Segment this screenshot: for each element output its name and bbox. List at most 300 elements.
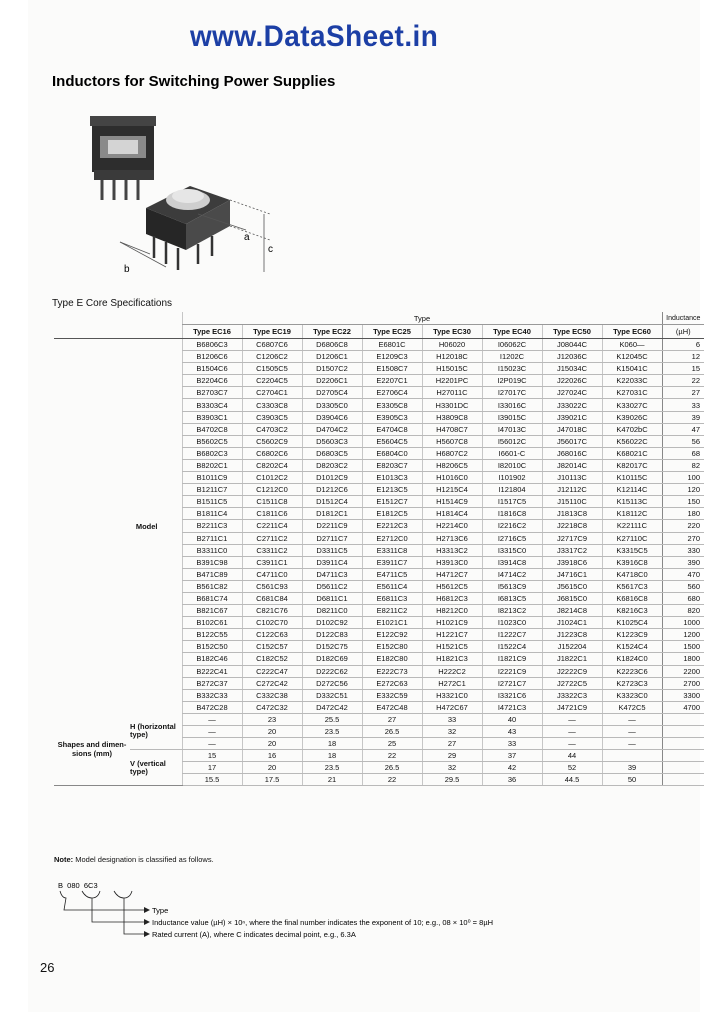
dimension-cell: 44.5: [542, 774, 602, 786]
column-header: Type EC50: [542, 325, 602, 339]
dimension-row: [54, 750, 704, 762]
model-code-cell: I1816C8: [482, 508, 542, 520]
dimension-empty-cell: [662, 762, 704, 774]
model-code-cell: E4711C5: [362, 568, 422, 580]
model-code-cell: I8213C2: [482, 605, 542, 617]
dimension-cell: —: [602, 738, 662, 750]
model-code-cell: E8211C2: [362, 605, 422, 617]
model-code-cell: K5617C3: [602, 580, 662, 592]
model-code-cell: J3317C2: [542, 544, 602, 556]
dimension-cell: 22: [362, 750, 422, 762]
dimension-cell: —: [602, 713, 662, 725]
dimension-cell: —: [602, 726, 662, 738]
dimension-cell: 33: [482, 738, 542, 750]
model-code-cell: K8216C3: [602, 605, 662, 617]
model-code-cell: E3311C8: [362, 544, 422, 556]
inductance-value-cell: 12: [662, 351, 704, 363]
watermark-text[interactable]: www.DataSheet.in: [190, 20, 439, 53]
model-code-cell: K6816C8: [602, 592, 662, 604]
model-code-cell: J3322C3: [542, 689, 602, 701]
model-code-cell: H1814C4: [422, 508, 482, 520]
model-code-cell: D1512C4: [302, 496, 362, 508]
model-code-cell: J47018C: [542, 423, 602, 435]
inductance-value-cell: 2200: [662, 665, 704, 677]
model-code-cell: K18112C: [602, 508, 662, 520]
model-code-cell: J1223C8: [542, 629, 602, 641]
dimension-cell: 20: [242, 738, 302, 750]
model-code-cell: H2713C6: [422, 532, 482, 544]
model-code-cell: E4704C8: [362, 423, 422, 435]
model-code-cell: H6812C3: [422, 592, 482, 604]
model-code-cell: H3321C0: [422, 689, 482, 701]
model-code-cell: B6806C3: [182, 339, 242, 351]
dimension-cell: 21: [302, 774, 362, 786]
dimension-cell: 44: [542, 750, 602, 762]
inductance-value-cell: 560: [662, 580, 704, 592]
model-code-cell: H5612C5: [422, 580, 482, 592]
model-code-cell: K2223C6: [602, 665, 662, 677]
dimension-cell: 26.5: [362, 762, 422, 774]
model-code-cell: K10115C: [602, 472, 662, 484]
model-code-cell: D3911C4: [302, 556, 362, 568]
model-code-cell: I15023C: [482, 363, 542, 375]
model-code-cell: J1024C1: [542, 617, 602, 629]
model-code-cell: I3315C0: [482, 544, 542, 556]
model-code-cell: D182C69: [302, 653, 362, 665]
model-code-cell: E1021C1: [362, 617, 422, 629]
model-code-cell: E1209C3: [362, 351, 422, 363]
inductance-value-cell: 820: [662, 605, 704, 617]
inductance-value-cell: 150: [662, 496, 704, 508]
model-code-cell: B6802C3: [182, 447, 242, 459]
dimension-cell: —: [182, 726, 242, 738]
model-code-cell: J12036C: [542, 351, 602, 363]
model-code-cell: H1821C3: [422, 653, 482, 665]
model-code-cell: B1011C9: [182, 472, 242, 484]
dimension-cell: 20: [242, 762, 302, 774]
model-code-cell: E2706C4: [362, 387, 422, 399]
model-code-cell: C272C42: [242, 677, 302, 689]
inductance-group-header: Inductance: [662, 312, 704, 325]
model-code-cell: J1822C1: [542, 653, 602, 665]
page-title: Inductors for Switching Power Supplies: [52, 73, 336, 90]
model-code-cell: I3914C8: [482, 556, 542, 568]
model-code-cell: I101902: [482, 472, 542, 484]
model-code-cell: J2717C9: [542, 532, 602, 544]
inductance-value-cell: 120: [662, 484, 704, 496]
model-code-cell: B681C74: [182, 592, 242, 604]
inductance-value-cell: 1000: [662, 617, 704, 629]
model-code-cell: C222C47: [242, 665, 302, 677]
inductance-value-cell: 100: [662, 472, 704, 484]
model-code-cell: K56022C: [602, 435, 662, 447]
model-code-cell: I3321C6: [482, 689, 542, 701]
dimension-cell: —: [542, 713, 602, 725]
model-code-cell: D3904C6: [302, 411, 362, 423]
model-code-cell: K3315C5: [602, 544, 662, 556]
model-code-cell: D332C51: [302, 689, 362, 701]
model-code-cell: J12112C: [542, 484, 602, 496]
model-code-cell: H4708C7: [422, 423, 482, 435]
model-code-cell: D5603C3: [302, 435, 362, 447]
model-code-cell: D1812C1: [302, 508, 362, 520]
model-code-cell: J15034C: [542, 363, 602, 375]
model-code-cell: J08044C: [542, 339, 602, 351]
inductance-value-cell: 390: [662, 556, 704, 568]
model-code-cell: H222C2: [422, 665, 482, 677]
model-code-cell: C102C70: [242, 617, 302, 629]
dimension-cell: 27: [362, 713, 422, 725]
designation-current: Rated current (A), where C indicates decimal point, e.g., 6.3A: [152, 930, 356, 939]
model-code-cell: H5607C8: [422, 435, 482, 447]
model-code-cell: D2711C7: [302, 532, 362, 544]
model-code-cell: C2211C4: [242, 520, 302, 532]
model-code-cell: B391C98: [182, 556, 242, 568]
model-code-cell: C3911C1: [242, 556, 302, 568]
model-code-cell: C152C57: [242, 641, 302, 653]
dimension-cell: 20: [242, 726, 302, 738]
model-code-cell: C182C52: [242, 653, 302, 665]
model-code-cell: I39015C: [482, 411, 542, 423]
model-code-cell: J10113C: [542, 472, 602, 484]
inductance-value-cell: 39: [662, 411, 704, 423]
model-code-cell: E272C63: [362, 677, 422, 689]
model-code-cell: C472C32: [242, 701, 302, 713]
model-code-cell: H1221C7: [422, 629, 482, 641]
column-header: Type EC16: [182, 325, 242, 339]
model-code-cell: H6807C2: [422, 447, 482, 459]
dimension-cell: 37: [482, 750, 542, 762]
model-code-cell: B5602C5: [182, 435, 242, 447]
model-code-cell: I1522C4: [482, 641, 542, 653]
model-code-cell: H3313C2: [422, 544, 482, 556]
model-code-cell: I4721C3: [482, 701, 542, 713]
model-code-cell: E5604C5: [362, 435, 422, 447]
model-code-cell: C1212C0: [242, 484, 302, 496]
inductance-value-cell: 33: [662, 399, 704, 411]
model-code-cell: E1512C7: [362, 496, 422, 508]
inductance-value-cell: 2700: [662, 677, 704, 689]
model-code-cell: D152C75: [302, 641, 362, 653]
model-code-cell: I1821C9: [482, 653, 542, 665]
model-code-cell: K39026C: [602, 411, 662, 423]
model-code-cell: D1206C1: [302, 351, 362, 363]
model-code-cell: H3301DC: [422, 399, 482, 411]
model-code-cell: I1023C0: [482, 617, 542, 629]
model-code-cell: K1524C4: [602, 641, 662, 653]
inductance-value-cell: 1500: [662, 641, 704, 653]
model-code-cell: H3809C8: [422, 411, 482, 423]
inductance-value-cell: 4700: [662, 701, 704, 713]
model-code-cell: C6802C6: [242, 447, 302, 459]
model-code-cell: E8203C7: [362, 459, 422, 471]
model-code-cell: H1021C9: [422, 617, 482, 629]
dimension-cell: 15: [182, 750, 242, 762]
horizontal-inductor-image: [90, 116, 156, 200]
horizontal-type-label: H (horizontal type): [130, 713, 182, 749]
note: [54, 855, 214, 864]
model-code-cell: D272C56: [302, 677, 362, 689]
model-code-cell: B3303C4: [182, 399, 242, 411]
model-code-cell: E222C73: [362, 665, 422, 677]
model-code-cell: E6801C: [362, 339, 422, 351]
model-code-cell: D102C92: [302, 617, 362, 629]
inductance-value-cell: 68: [662, 447, 704, 459]
model-code-cell: C2204C5: [242, 375, 302, 387]
model-code-cell: D6806C8: [302, 339, 362, 351]
model-code-cell: I2P019C: [482, 375, 542, 387]
dimension-label-c: c: [268, 244, 273, 255]
dimension-empty-cell: [662, 726, 704, 738]
dimension-cell: 18: [302, 750, 362, 762]
inductance-value-cell: 27: [662, 387, 704, 399]
model-code-cell: E3905C3: [362, 411, 422, 423]
model-code-cell: K1824C0: [602, 653, 662, 665]
model-code-cell: E2207C1: [362, 375, 422, 387]
dimension-cell: —: [542, 738, 602, 750]
model-code-cell: J22026C: [542, 375, 602, 387]
model-code-cell: D3305C0: [302, 399, 362, 411]
header-spacer-2: [54, 325, 182, 339]
model-code-cell: J3918C6: [542, 556, 602, 568]
model-code-cell: H4712C7: [422, 568, 482, 580]
model-code-cell: H12018C: [422, 351, 482, 363]
model-code-cell: D2206C1: [302, 375, 362, 387]
vertical-type-label: V (vertical type): [130, 750, 182, 786]
model-code-cell: J56017C: [542, 435, 602, 447]
dimension-cell: 33: [422, 713, 482, 725]
dimension-empty-cell: [662, 713, 704, 725]
model-code-cell: D3311C5: [302, 544, 362, 556]
model-code-cell: K22033C: [602, 375, 662, 387]
dimension-cell: 17.5: [242, 774, 302, 786]
inductance-value-cell: 56: [662, 435, 704, 447]
model-code-cell: I2716C5: [482, 532, 542, 544]
model-code-cell: I1202C: [482, 351, 542, 363]
model-code-cell: I06062C: [482, 339, 542, 351]
inductance-value-cell: 47: [662, 423, 704, 435]
model-code-cell: C1206C2: [242, 351, 302, 363]
model-code-cell: B561C82: [182, 580, 242, 592]
dimension-empty-cell: [662, 750, 704, 762]
model-code-cell: B1504C6: [182, 363, 242, 375]
model-code-cell: B2204C6: [182, 375, 242, 387]
model-code-cell: D472C42: [302, 701, 362, 713]
dimension-cell: 32: [422, 762, 482, 774]
dimension-cell: 42: [482, 762, 542, 774]
model-code-cell: C1012C2: [242, 472, 302, 484]
model-code-cell: I2221C9: [482, 665, 542, 677]
model-code-cell: C8202C4: [242, 459, 302, 471]
model-code-cell: J82014C: [542, 459, 602, 471]
dimension-label-a: a: [244, 232, 250, 243]
model-code-cell: D1507C2: [302, 363, 362, 375]
model-code-cell: B222C41: [182, 665, 242, 677]
model-code-cell: K3916C8: [602, 556, 662, 568]
model-code-cell: J4716C1: [542, 568, 602, 580]
model-code-cell: B182C46: [182, 653, 242, 665]
model-code-cell: B1811C4: [182, 508, 242, 520]
model-code-cell: B1211C7: [182, 484, 242, 496]
dimension-cell: 18: [302, 738, 362, 750]
inductance-value-cell: 6: [662, 339, 704, 351]
model-code-cell: E332C59: [362, 689, 422, 701]
inductance-value-cell: 180: [662, 508, 704, 520]
dimension-cell: 26.5: [362, 726, 422, 738]
model-code-cell: C332C38: [242, 689, 302, 701]
model-code-cell: K15113C: [602, 496, 662, 508]
inductance-value-cell: 680: [662, 592, 704, 604]
model-code-cell: J8214C8: [542, 605, 602, 617]
inductance-value-cell: 1200: [662, 629, 704, 641]
inductance-value-cell: 3300: [662, 689, 704, 701]
model-code-cell: C1505C5: [242, 363, 302, 375]
page-number: 26: [40, 960, 55, 975]
dimension-cell: 43: [482, 726, 542, 738]
model-code-cell: C561C93: [242, 580, 302, 592]
model-code-cell: E152C80: [362, 641, 422, 653]
dimension-empty-cell: [662, 774, 704, 786]
model-code-cell: C1811C6: [242, 508, 302, 520]
dimension-empty-cell: [662, 738, 704, 750]
model-code-cell: K33027C: [602, 399, 662, 411]
model-row-label: Model: [135, 521, 158, 531]
model-code-cell: I56012C: [482, 435, 542, 447]
model-code-cell: E2212C3: [362, 520, 422, 532]
dimension-cell: 16: [242, 750, 302, 762]
model-code-cell: I1222C7: [482, 629, 542, 641]
model-code-cell: K1025C4: [602, 617, 662, 629]
model-code-cell: B472C28: [182, 701, 242, 713]
dimension-cell: [602, 750, 662, 762]
model-code-cell: B1511C5: [182, 496, 242, 508]
model-code-cell: C6807C6: [242, 339, 302, 351]
column-header: Type EC19: [242, 325, 302, 339]
model-code-cell: H15015C: [422, 363, 482, 375]
inductance-value-cell: 1800: [662, 653, 704, 665]
model-code-cell: E3305C8: [362, 399, 422, 411]
model-code-cell: H27011C: [422, 387, 482, 399]
model-code-cell: H2214C0: [422, 520, 482, 532]
inductance-value-cell: 15: [662, 363, 704, 375]
model-designation-diagram: [54, 876, 614, 946]
model-code-cell: K1223C9: [602, 629, 662, 641]
model-code-cell: C821C76: [242, 605, 302, 617]
dimension-cell: 25.5: [302, 713, 362, 725]
model-code-cell: B4702C8: [182, 423, 242, 435]
model-code-cell: K2723C3: [602, 677, 662, 689]
model-code-cell: H8206C5: [422, 459, 482, 471]
dimension-cell: 40: [482, 713, 542, 725]
inductance-value-cell: 330: [662, 544, 704, 556]
inductance-value-cell: 470: [662, 568, 704, 580]
model-code-cell: H1521C5: [422, 641, 482, 653]
model-code-cell: E182C80: [362, 653, 422, 665]
model-code-cell: J6815C0: [542, 592, 602, 604]
model-code-cell: C2711C2: [242, 532, 302, 544]
model-code-cell: J68016C: [542, 447, 602, 459]
model-code-cell: K22111C: [602, 520, 662, 532]
model-code-cell: B272C37: [182, 677, 242, 689]
model-code-cell: D1012C9: [302, 472, 362, 484]
vertical-inductor-image: [146, 186, 230, 270]
inductance-value-cell: 82: [662, 459, 704, 471]
inductance-value-cell: 22: [662, 375, 704, 387]
model-code-cell: E472C48: [362, 701, 422, 713]
column-header: Type EC22: [302, 325, 362, 339]
model-code-cell: C3303C8: [242, 399, 302, 411]
model-code-cell: H1215C4: [422, 484, 482, 496]
inductance-value-cell: 220: [662, 520, 704, 532]
model-code-cell: B152C50: [182, 641, 242, 653]
model-code-cell: J2722C5: [542, 677, 602, 689]
model-code-cell: K3323C0: [602, 689, 662, 701]
dimension-cell: 36: [482, 774, 542, 786]
table-row: [54, 339, 704, 351]
model-code-cell: H06020: [422, 339, 482, 351]
model-code-cell: D6811C1: [302, 592, 362, 604]
model-code-cell: H472C67: [422, 701, 482, 713]
model-code-cell: B2711C1: [182, 532, 242, 544]
model-code-cell: E6804C0: [362, 447, 422, 459]
model-code-cell: I4714C2: [482, 568, 542, 580]
model-code-cell: I5613C9: [482, 580, 542, 592]
model-code-cell: K4702bC: [602, 423, 662, 435]
model-code-cell: B3311C0: [182, 544, 242, 556]
model-code-cell: E1508C7: [362, 363, 422, 375]
inductance-value-cell: 270: [662, 532, 704, 544]
model-code-cell: B2703C7: [182, 387, 242, 399]
model-code-cell: J2218C8: [542, 520, 602, 532]
dimension-cell: 52: [542, 762, 602, 774]
model-code-cell: C5602C9: [242, 435, 302, 447]
dimension-cell: 29: [422, 750, 482, 762]
column-header: Type EC60: [602, 325, 662, 339]
model-code-cell: K12114C: [602, 484, 662, 496]
model-code-cell: E5611C4: [362, 580, 422, 592]
model-code-cell: K15041C: [602, 363, 662, 375]
model-code-cell: H1016C0: [422, 472, 482, 484]
model-code-cell: D6803C5: [302, 447, 362, 459]
model-code-cell: B1206C6: [182, 351, 242, 363]
model-code-cell: E1812C5: [362, 508, 422, 520]
model-code-cell: K27031C: [602, 387, 662, 399]
dimension-label-b: b: [124, 264, 130, 275]
model-code-cell: K12045C: [602, 351, 662, 363]
model-code-cell: J1813C8: [542, 508, 602, 520]
model-code-cell: I121804: [482, 484, 542, 496]
dimension-cell: 22: [362, 774, 422, 786]
model-code-cell: D122C83: [302, 629, 362, 641]
dimension-cell: 23.5: [302, 726, 362, 738]
model-code-cell: D8203C2: [302, 459, 362, 471]
dimension-cell: 15.5: [182, 774, 242, 786]
note-label: Note:: [54, 855, 74, 864]
model-code-cell: E6811C3: [362, 592, 422, 604]
model-code-cell: I33016C: [482, 399, 542, 411]
model-code-cell: K472C5: [602, 701, 662, 713]
model-code-cell: J152204: [542, 641, 602, 653]
dimension-row: [54, 713, 704, 725]
model-code-cell: C1511C8: [242, 496, 302, 508]
model-code-cell: C681C84: [242, 592, 302, 604]
designation-inductance: Inductance value (µH) × 10ⁿ, where the final number indicates the exponent of 10; e.g., 08 × 10⁰ = 8µH: [152, 918, 494, 927]
model-code-cell: K82017C: [602, 459, 662, 471]
column-header: Type EC25: [362, 325, 422, 339]
model-code-cell: D222C62: [302, 665, 362, 677]
dimension-cell: 23.5: [302, 762, 362, 774]
model-code-cell: E3911C7: [362, 556, 422, 568]
